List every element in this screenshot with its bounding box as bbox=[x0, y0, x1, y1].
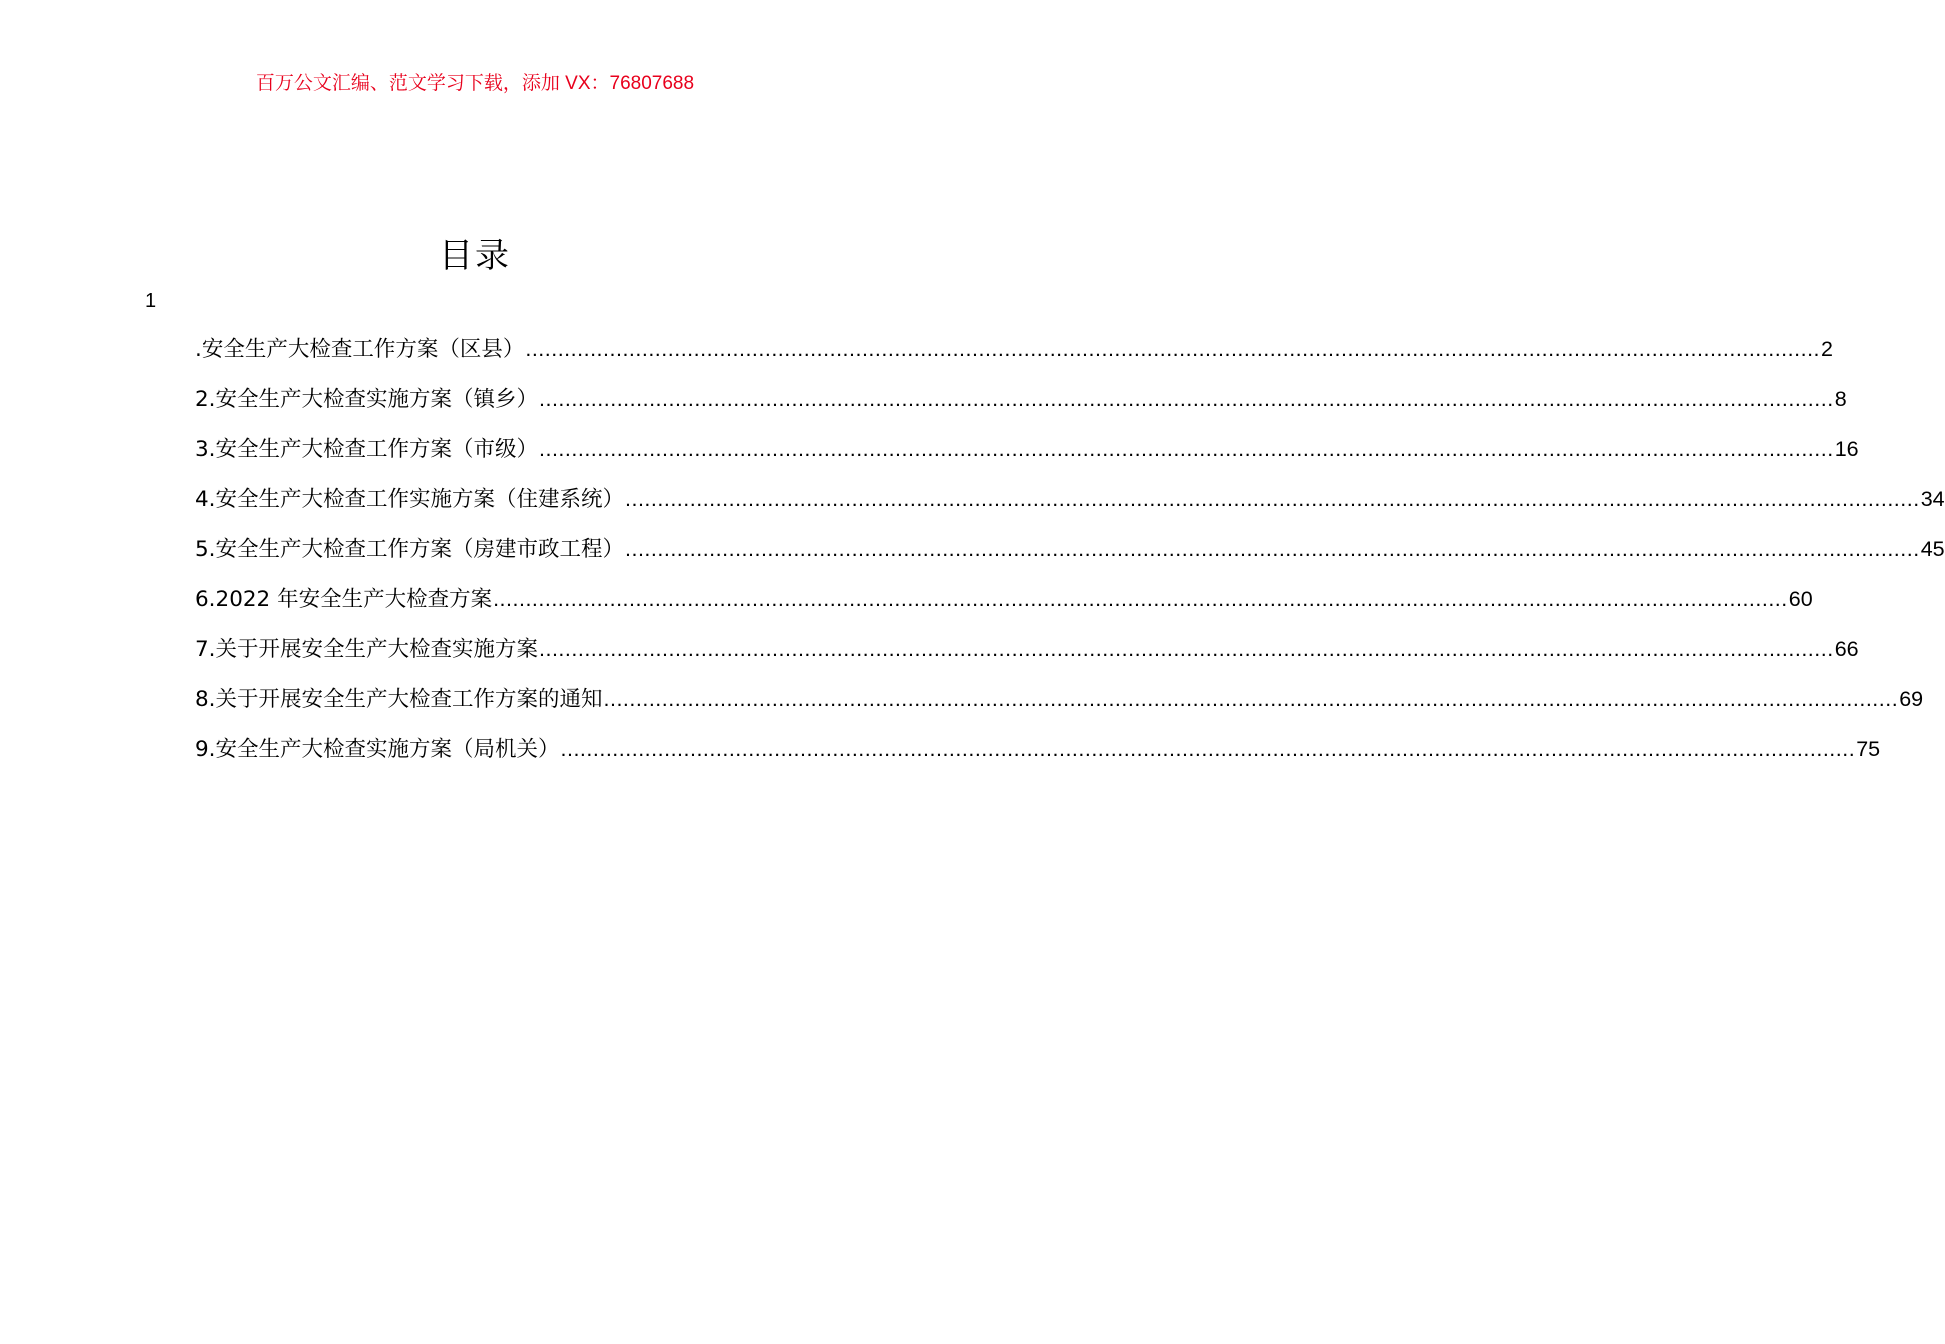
toc-entry-page: 75 bbox=[1856, 737, 1881, 761]
toc-entry-label: .安全生产大检查工作方案（区县） bbox=[195, 337, 525, 362]
toc-entry-label: 6.2022 年安全生产大检查方案 bbox=[195, 587, 493, 612]
toc-leader-dots: ........................................................................................................................................................................................................ bbox=[539, 637, 1834, 661]
toc-entry-4[interactable] bbox=[195, 482, 1945, 532]
toc-leader-dots: ........................................................................................................................................................................................................ bbox=[560, 737, 1856, 761]
toc-leader-dots: ........................................................................................................................................................................................................ bbox=[539, 387, 1834, 411]
toc-leader-dots: ........................................................................................................................................................................................................ bbox=[625, 487, 1920, 511]
toc-entry-label: 7.关于开展安全生产大检查实施方案 bbox=[195, 637, 539, 662]
stray-number: 1 bbox=[145, 290, 157, 312]
toc-entry-label: 5.安全生产大检查工作方案（房建市政工程） bbox=[195, 537, 625, 562]
toc-leader-dots: ........................................................................................................................................................................................................ bbox=[493, 587, 1788, 611]
toc-leader-dots: ........................................................................................................................................................................................................ bbox=[603, 687, 1899, 711]
toc-leader-dots: ........................................................................................................................................................................................................ bbox=[625, 537, 1920, 561]
table-of-contents bbox=[195, 332, 1945, 782]
toc-entry-page: 34 bbox=[1920, 487, 1945, 511]
toc-entry-3[interactable] bbox=[195, 432, 1859, 482]
toc-entry-1[interactable] bbox=[195, 332, 1833, 382]
toc-entry-9[interactable] bbox=[195, 732, 1881, 782]
toc-entry-label: 9.安全生产大检查实施方案（局机关） bbox=[195, 737, 560, 762]
toc-entry-label: 2.安全生产大检查实施方案（镇乡） bbox=[195, 387, 539, 412]
toc-entry-page: 66 bbox=[1834, 637, 1859, 661]
toc-entry-label: 3.安全生产大检查工作方案（市级） bbox=[195, 437, 539, 462]
toc-entry-page: 45 bbox=[1920, 537, 1945, 561]
toc-entry-label: 4.安全生产大检查工作实施方案（住建系统） bbox=[195, 487, 625, 512]
toc-entry-2[interactable] bbox=[195, 382, 1847, 432]
toc-leader-dots: ........................................................................................................................................................................................................ bbox=[539, 437, 1834, 461]
toc-leader-dots: ........................................................................................................................................................................................................ bbox=[525, 337, 1821, 361]
toc-entry-page: 60 bbox=[1788, 587, 1813, 611]
watermark-header: 百万公文汇编、范文学习下载，添加 VX：76807688 bbox=[255, 73, 695, 94]
toc-entry-page: 2 bbox=[1821, 337, 1833, 361]
toc-entry-7[interactable] bbox=[195, 632, 1859, 682]
toc-entry-page: 8 bbox=[1834, 387, 1847, 411]
toc-entry-page: 16 bbox=[1834, 437, 1859, 461]
toc-entry-label: 8.关于开展安全生产大检查工作方案的通知 bbox=[195, 687, 603, 712]
toc-entry-6[interactable] bbox=[195, 582, 1813, 632]
toc-entry-8[interactable] bbox=[195, 682, 1924, 732]
page-title: 目录 bbox=[439, 236, 511, 276]
toc-entry-page: 69 bbox=[1899, 687, 1924, 711]
toc-entry-5[interactable] bbox=[195, 532, 1945, 582]
